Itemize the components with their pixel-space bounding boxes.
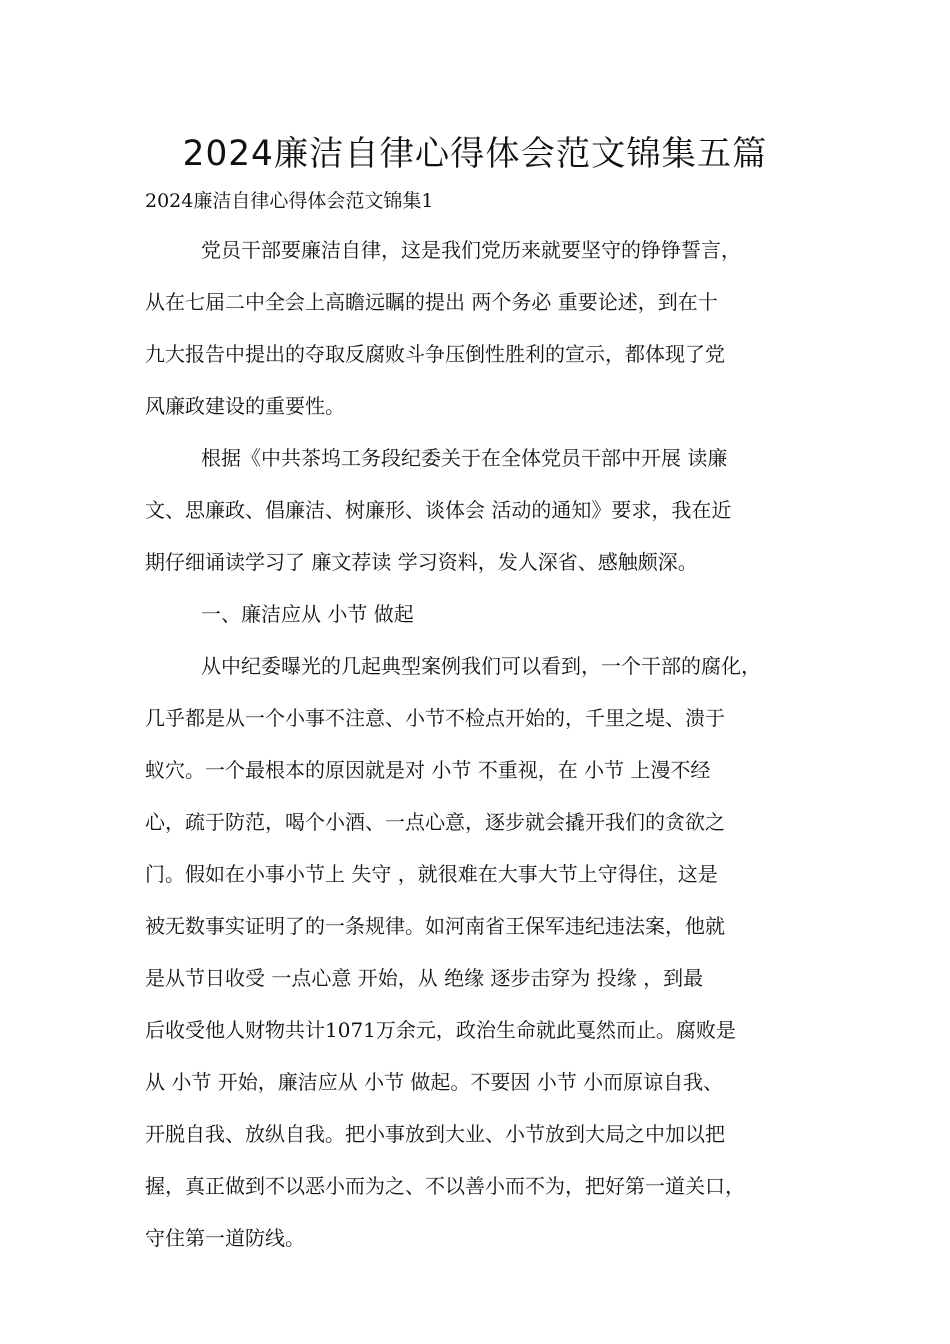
paragraph-line: 几乎都是从一个小事不注意、小节不检点开始的，千里之堤、溃于 bbox=[145, 706, 725, 730]
document-title: 2024廉洁自律心得体会范文锦集五篇 bbox=[182, 134, 768, 174]
paragraph-line: 蚁穴。一个最根本的原因就是对 小节 不重视，在 小节 上漫不经 bbox=[145, 758, 711, 782]
paragraph-line: 从 小节 开始，廉洁应从 小节 做起。不要因 小节 小而原谅自我、 bbox=[145, 1070, 724, 1094]
paragraph-line: 握，真正做到不以恶小而为之、不以善小而不为，把好第一道关口， bbox=[145, 1174, 745, 1198]
paragraph-line: 是从节日收受 一点心意 开始，从 绝缘 逐步击穿为 投缘 ，到最 bbox=[145, 966, 704, 990]
document-subtitle: 2024廉洁自律心得体会范文锦集1 bbox=[145, 190, 434, 212]
paragraph-line: 从中纪委曝光的几起典型案例我们可以看到，一个干部的腐化， bbox=[201, 654, 761, 678]
paragraph-line: 九大报告中提出的夺取反腐败斗争压倒性胜利的宣示，都体现了党 bbox=[145, 342, 725, 366]
paragraph-line: 文、思廉政、倡廉洁、树廉形、谈体会 活动的通知》要求，我在近 bbox=[145, 498, 732, 522]
paragraph-line: 根据《中共茶坞工务段纪委关于在全体党员干部中开展 读廉 bbox=[201, 446, 728, 470]
paragraph-line: 守住第一道防线。 bbox=[145, 1226, 305, 1250]
paragraph-line: 开脱自我、放纵自我。把小事放到大业、小节放到大局之中加以把 bbox=[145, 1122, 725, 1146]
paragraph-line: 从在七届二中全会上高瞻远瞩的提出 两个务必 重要论述，到在十 bbox=[145, 290, 718, 314]
paragraph-line: 心，疏于防范，喝个小酒、一点心意，逐步就会撬开我们的贪欲之 bbox=[145, 810, 725, 834]
paragraph-line: 党员干部要廉洁自律，这是我们党历来就要坚守的铮铮誓言， bbox=[201, 238, 741, 262]
section-heading: 一、廉洁应从 小节 做起 bbox=[201, 602, 414, 626]
paragraph-line: 后收受他人财物共计1071万余元，政治生命就此戛然而止。腐败是 bbox=[145, 1018, 736, 1042]
paragraph-line: 被无数事实证明了的一条规律。如河南省王保军违纪违法案，他就 bbox=[145, 914, 725, 938]
paragraph-line: 期仔细诵读学习了 廉文荐读 学习资料，发人深省、感触颇深。 bbox=[145, 550, 698, 574]
paragraph-line: 门。假如在小事小节上 失守 ，就很难在大事大节上守得住，这是 bbox=[145, 862, 718, 886]
paragraph-line: 风廉政建设的重要性。 bbox=[145, 394, 345, 418]
